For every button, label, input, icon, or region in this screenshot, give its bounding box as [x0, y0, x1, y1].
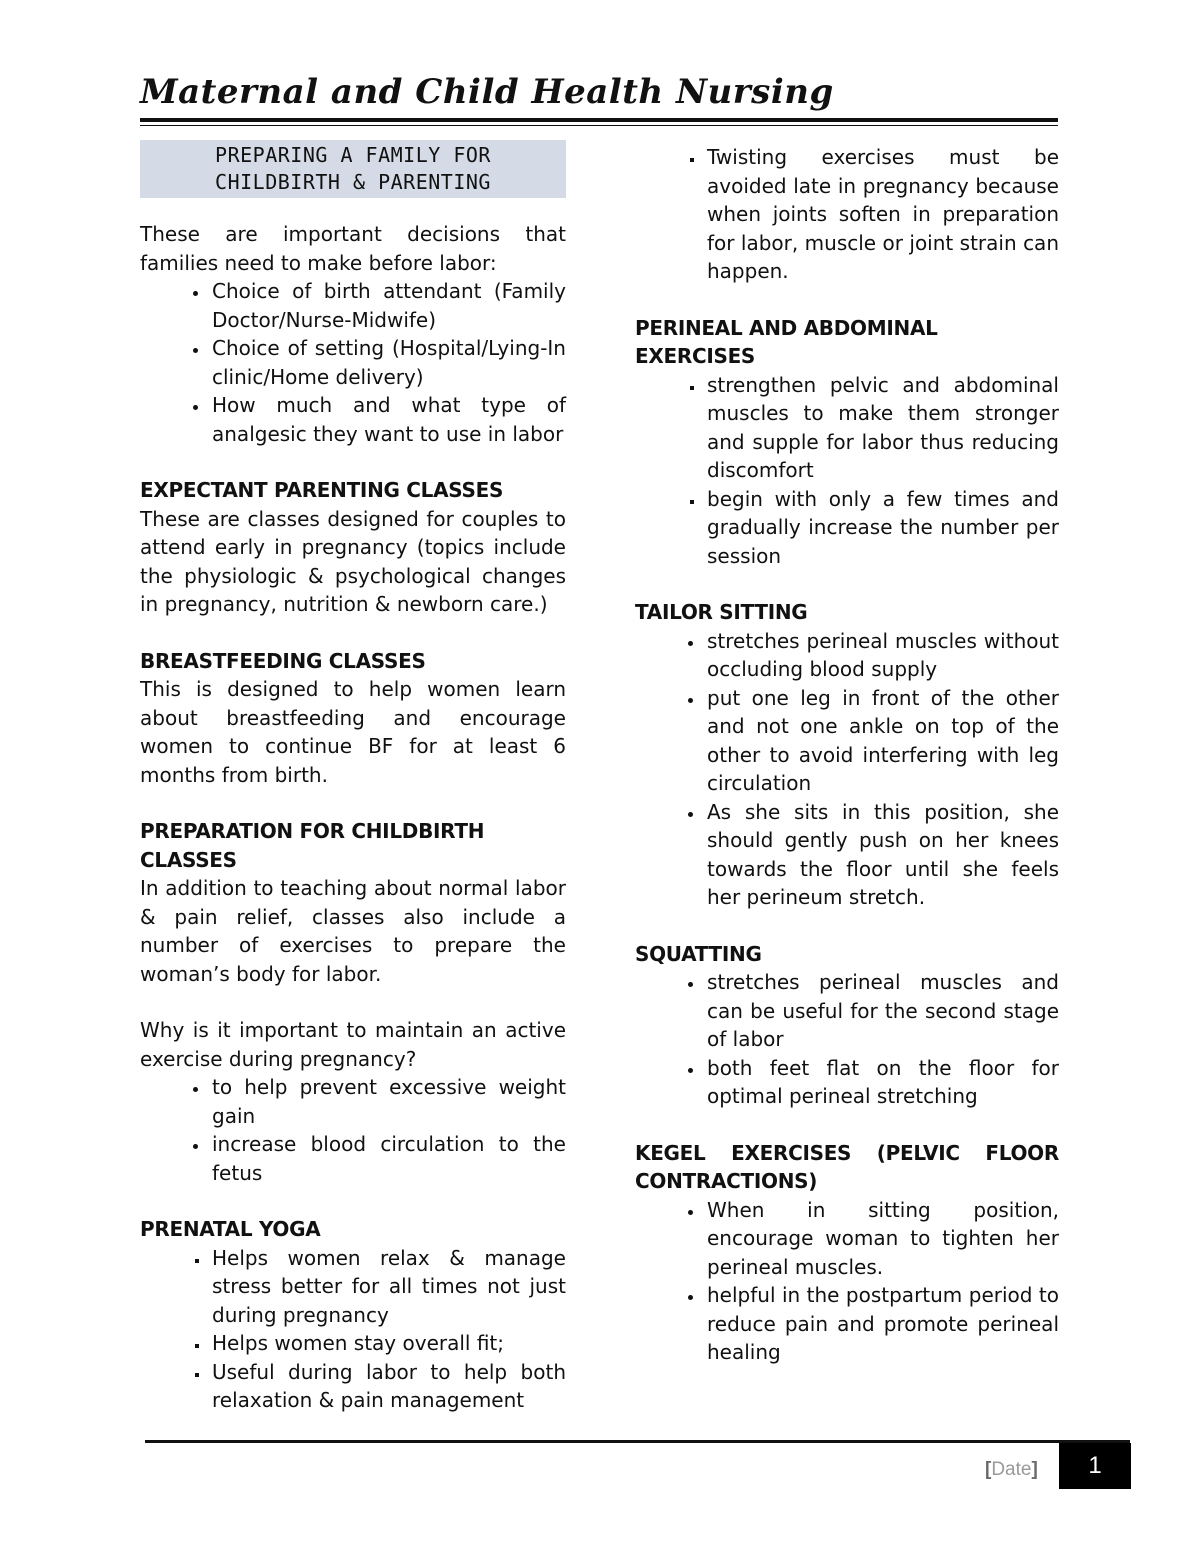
- heading-tailor-sitting: TAILOR SITTING: [635, 600, 808, 624]
- list-item: • How much and what type of analgesic they want to use in labor: [210, 391, 566, 448]
- list-item: • both feet flat on the floor for optimal perineal stretching: [705, 1054, 1059, 1111]
- expectant-paragraph: These are classes designed for couples to attend early in pregnancy (topics include the physiologic & psychological changes in pregnancy, nutrition & newborn care.): [140, 506, 566, 616]
- list-item: • stretches perineal muscles and can be useful for the second stage of labor: [705, 968, 1059, 1054]
- header-divider-thin: [140, 125, 1058, 126]
- heading-preparation-childbirth: PREPARATION FOR CHILDBIRTH CLASSES: [140, 819, 485, 872]
- intro-paragraph: These are important decisions that families need to make before labor:: [140, 222, 566, 275]
- list-item: • stretches perineal muscles without occluding blood supply: [705, 627, 1059, 684]
- list-item: • helpful in the postpartum period to reduce pain and promote perineal healing: [705, 1281, 1059, 1367]
- heading-breastfeeding: BREASTFEEDING CLASSES: [140, 648, 426, 673]
- why-list: [140, 1073, 566, 1187]
- list-item: ▪ begin with only a few times and gradually increase the number per session: [705, 485, 1059, 571]
- list-item: • Choice of birth attendant (Family Doctor/Nurse-Midwife): [210, 277, 566, 334]
- heading-prenatal-yoga: PRENATAL YOGA: [140, 1217, 321, 1241]
- list-item: ▪ Helps women relax & manage stress better for all times not just during pregnancy: [210, 1244, 566, 1330]
- header-divider: [140, 118, 1058, 122]
- right-column: [635, 143, 1059, 1367]
- heading-squatting: SQUATTING: [635, 941, 762, 966]
- perineal-list: [635, 371, 1059, 571]
- footer-divider: [145, 1440, 1130, 1443]
- why-question: Why is it important to maintain an active exercise during pregnancy?: [140, 1018, 566, 1071]
- breastfeeding-paragraph: This is designed to help women learn about breastfeeding and encourage women to continue BF for at least 6 months from birth.: [140, 677, 566, 787]
- heading-perineal-abdominal: PERINEAL AND ABDOMINAL EXERCISES: [635, 315, 938, 368]
- list-item: ▪ Useful during labor to help both relaxation & pain management: [210, 1358, 566, 1415]
- tailor-list: [635, 627, 1059, 912]
- list-item: ▪ strengthen pelvic and abdominal muscles to make them stronger and supple for labor thus reducing discomfort: [705, 371, 1059, 485]
- preparation-paragraph: In addition to teaching about normal labor & pain relief, classes also include a number of exercises to prepare the woman’s body for labor.: [140, 876, 566, 986]
- document-title: Maternal and Child Health Nursing: [140, 72, 834, 112]
- list-item: ▪ Twisting exercises must be avoided late in pregnancy because when joints soften in preparation for labor, muscle or joint strain can happen.: [705, 143, 1059, 286]
- footer-date: [Date]: [985, 1459, 1038, 1480]
- twisting-list: [635, 143, 1059, 286]
- decisions-list: [140, 277, 566, 448]
- list-item: • to help prevent excessive weight gain: [210, 1073, 566, 1130]
- heading-kegel: KEGEL EXERCISES (PELVIC FLOOR CONTRACTIONS): [635, 1140, 1059, 1193]
- squatting-list: [635, 968, 1059, 1111]
- page-number: 1: [1059, 1443, 1131, 1489]
- kegel-list: [635, 1196, 1059, 1367]
- list-item: ▪ Helps women stay overall fit;: [210, 1329, 566, 1358]
- list-item: • Choice of setting (Hospital/Lying-In clinic/Home delivery): [210, 334, 566, 391]
- list-item: • put one leg in front of the other and not one ankle on top of the other to avoid interfering with leg circulation: [705, 684, 1059, 798]
- left-column: [140, 140, 566, 1415]
- heading-expectant-parenting: EXPECTANT PARENTING CLASSES: [140, 478, 504, 502]
- list-item: • When in sitting position, encourage woman to tighten her perineal muscles.: [705, 1196, 1059, 1282]
- yoga-list: [140, 1244, 566, 1415]
- section-heading-preparing-family: PREPARING A FAMILY FOR CHILDBIRTH & PARENTING: [140, 140, 566, 198]
- list-item: • increase blood circulation to the fetus: [210, 1130, 566, 1187]
- list-item: • As she sits in this position, she should gently push on her knees towards the floor until she feels her perineum stretch.: [705, 798, 1059, 912]
